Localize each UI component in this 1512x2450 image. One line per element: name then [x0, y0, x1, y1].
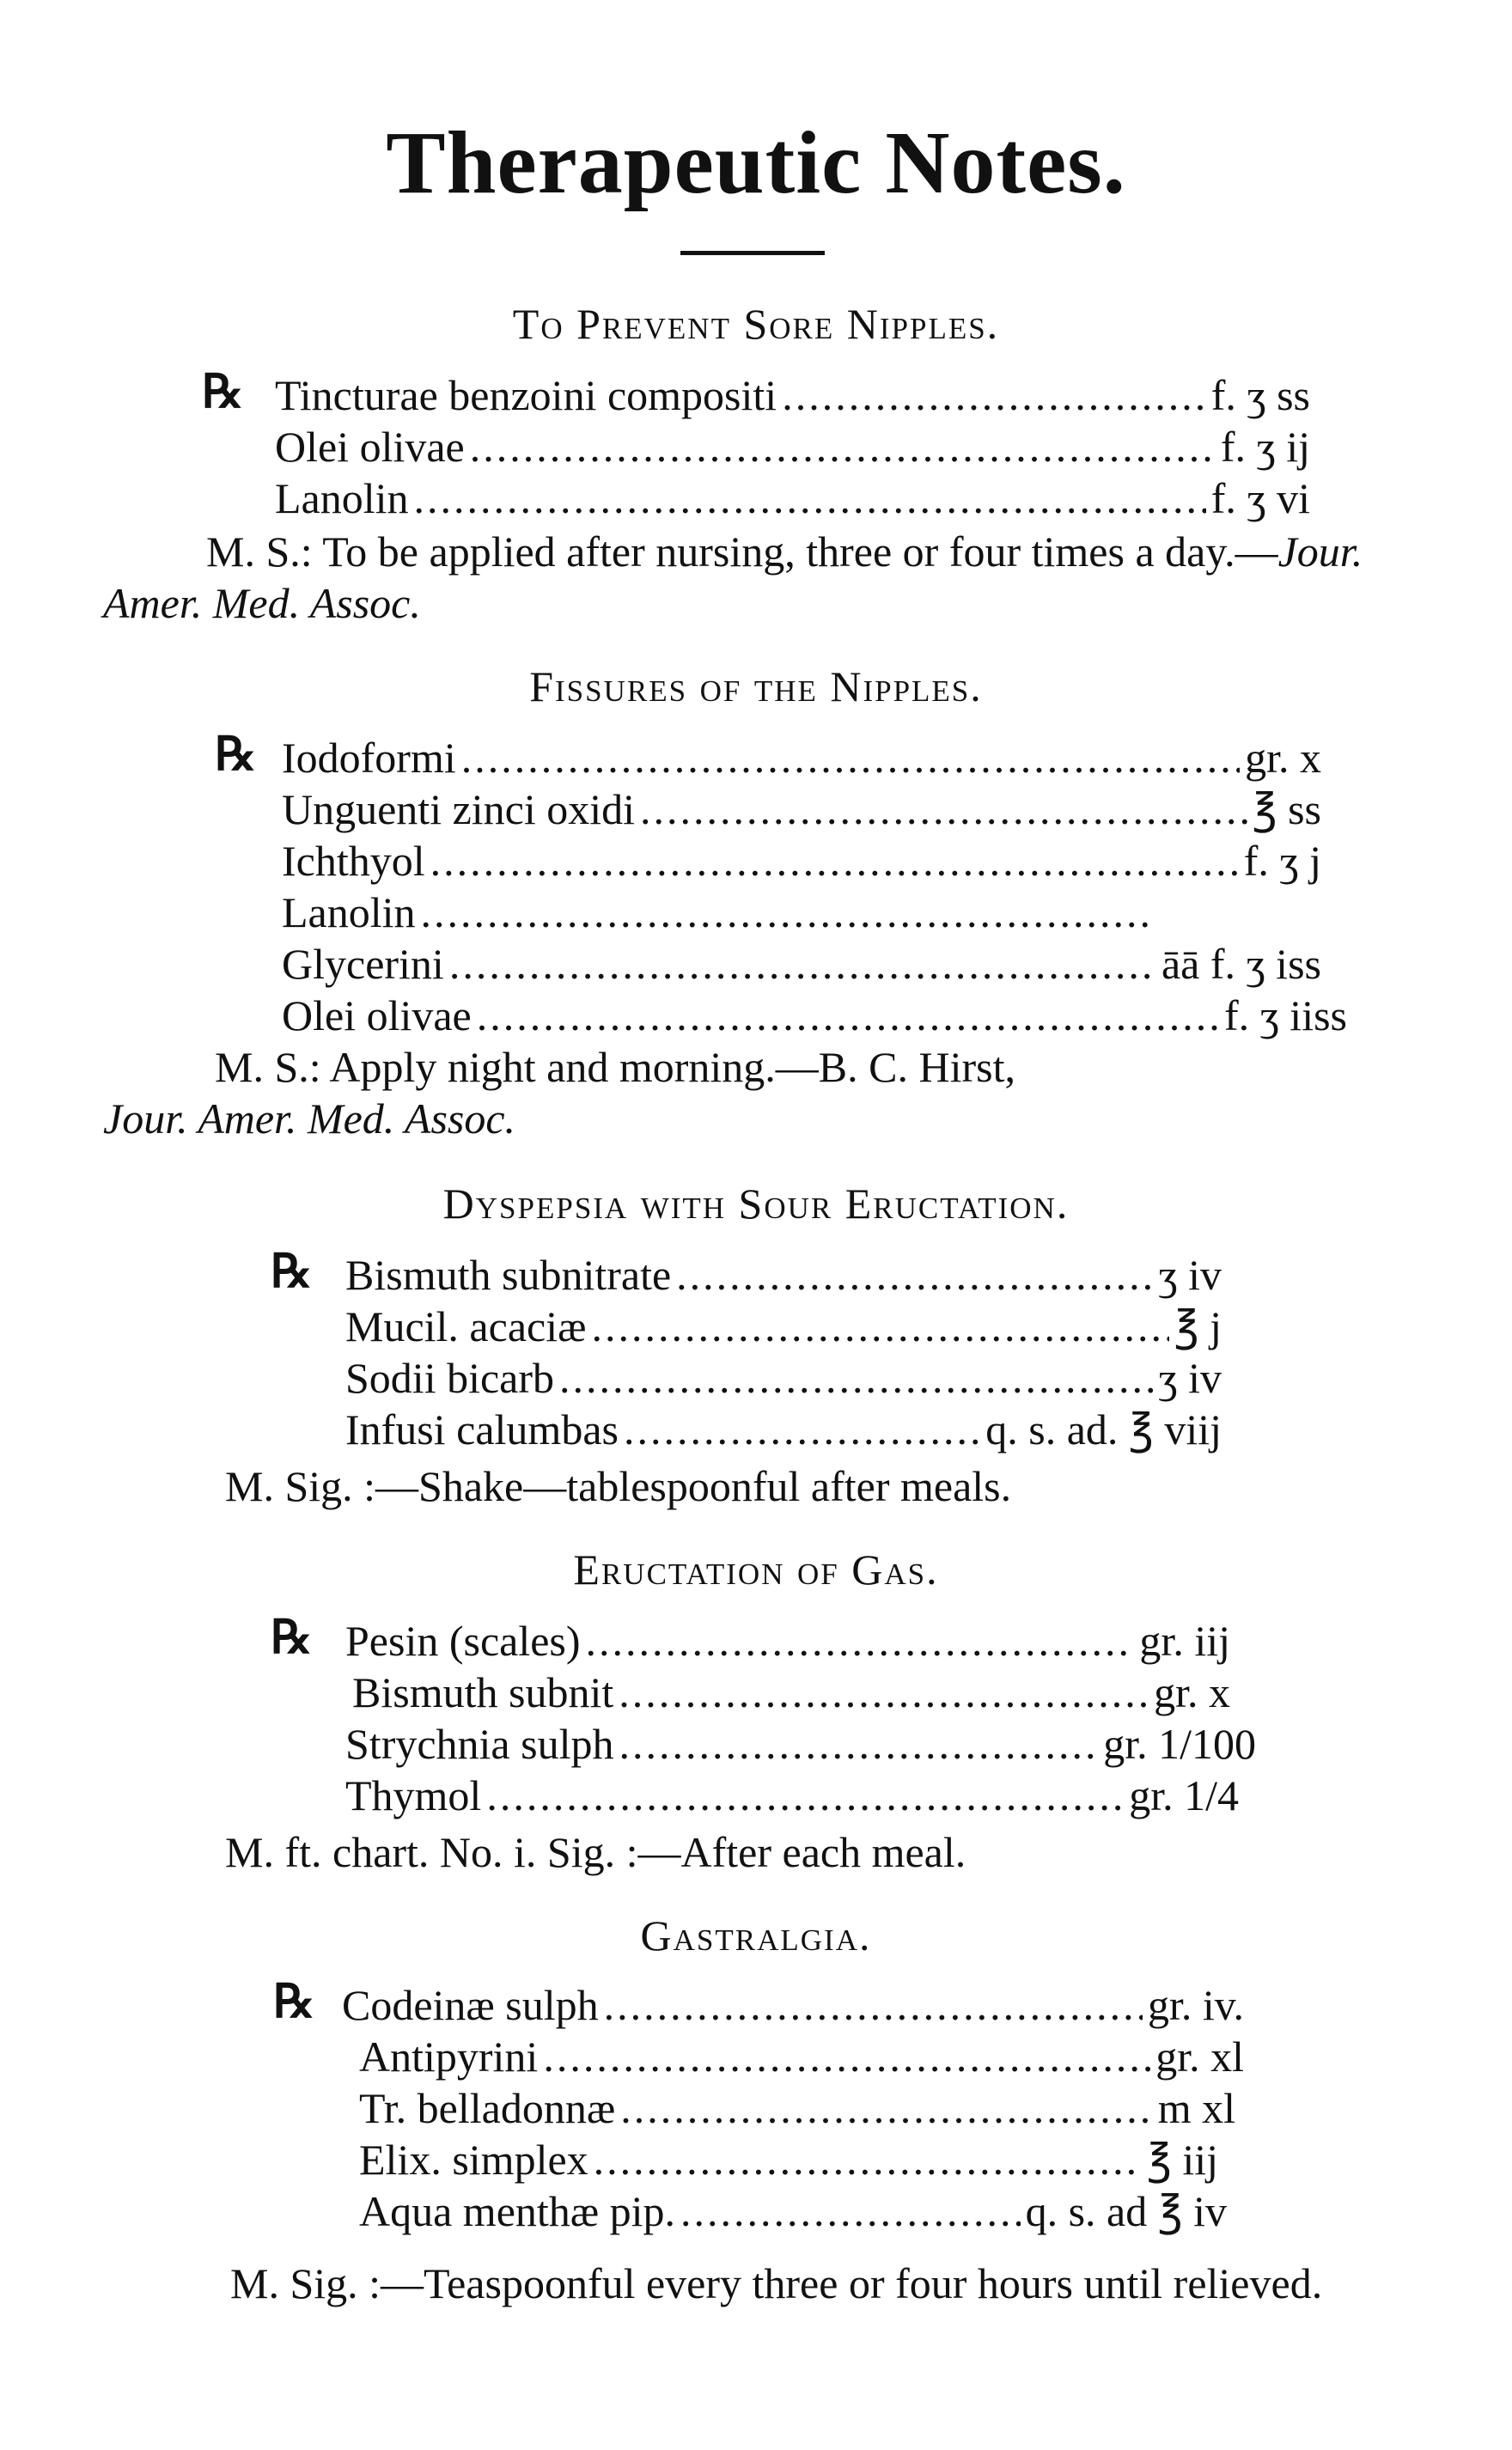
ingredient-line [345, 1770, 1239, 1821]
ingredient-line [345, 1404, 1222, 1455]
ingredient-name: Pesin (scales) [345, 1617, 581, 1665]
ingredient-dose: gr. iv. [1147, 1981, 1244, 2029]
instructions-text: M. Sig. :—Teaspoonful every three or four hours until relieved. [230, 2259, 1323, 2307]
ingredient-name: Unguenti zinci oxidi [282, 785, 636, 833]
ingredient-name: Mucil. acaciæ [345, 1302, 587, 1350]
title-rule [680, 251, 825, 255]
leader-dots [486, 1770, 1124, 1821]
ingredient-name: Strychnia sulph [345, 1720, 614, 1768]
instructions [103, 1041, 1271, 1144]
leader-dots [620, 2082, 1153, 2134]
ingredient-line [345, 1615, 1230, 1667]
ingredient-line [275, 369, 1310, 421]
rx-symbol: ℞ [271, 1246, 313, 1297]
leader-dots [559, 1352, 1153, 1404]
leader-dots [594, 2134, 1142, 2185]
ingredient-name: Sodii bicarb [345, 1354, 555, 1402]
ingredient-dose: ℥ iij [1146, 2136, 1218, 2184]
ingredient-dose: f. ʒ vi [1210, 474, 1310, 522]
ingredient-line [359, 2082, 1235, 2134]
ingredient-dose: ℥ ss [1252, 785, 1321, 833]
ingredient-dose: gr. 1/100 [1103, 1720, 1256, 1768]
ingredient-line [359, 2185, 1227, 2237]
leader-dots [543, 2031, 1150, 2082]
ingredient-name: Antipyrini [359, 2033, 539, 2081]
ingredient-line [359, 2031, 1244, 2082]
ingredient-dose: gr. x [1245, 734, 1321, 782]
ingredient-name: Lanolin [275, 474, 409, 522]
ingredient-line [282, 732, 1321, 783]
ingredient-name: Lanolin [282, 888, 416, 936]
ingredient-dose: m xl [1157, 2084, 1235, 2132]
ingredient-line [282, 990, 1347, 1041]
ingredient-name: Bismuth subnitrate [345, 1251, 672, 1299]
leader-dots [470, 421, 1216, 472]
leader-dots [604, 1979, 1143, 2031]
ingredient-dose: ʒ iv [1158, 1251, 1222, 1299]
leader-dots [624, 1404, 980, 1455]
leader-dots [591, 1301, 1168, 1352]
leader-dots [782, 369, 1206, 421]
leader-dots [619, 1718, 1098, 1770]
section-heading-dyspepsia: Dyspepsia with Sour Eructation. [442, 1179, 1070, 1228]
rx-symbol: ℞ [273, 1976, 315, 2027]
leader-dots [640, 783, 1247, 835]
ingredient-line [345, 1301, 1222, 1352]
ingredient-line [345, 1718, 1256, 1770]
ingredient-dose: f. ʒ ij [1220, 423, 1310, 471]
ingredient-name: Ichthyol [282, 837, 425, 885]
ingredient-name: Infusi calumbas [345, 1405, 619, 1454]
ingredient-dose: q. s. ad. ℥ viij [985, 1405, 1222, 1454]
section-heading-gastralgia: Gastralgia. [640, 1911, 872, 1959]
ingredient-name: Tincturae benzoini compositi [275, 371, 777, 419]
ingredient-dose: gr. 1/4 [1129, 1771, 1239, 1819]
ingredient-dose: f. ʒ ss [1210, 371, 1310, 419]
ingredient-name: Glycerini [282, 940, 444, 988]
leader-dots [421, 887, 1153, 938]
instructions-text: M. S.: Apply night and morning.—B. C. Hirst, [215, 1043, 1016, 1091]
ingredient-dose: ℥ j [1174, 1302, 1222, 1350]
ingredient-line [282, 938, 1321, 990]
ingredient-name: Bismuth subnit [352, 1668, 614, 1716]
instructions [225, 1826, 1342, 1878]
ingredient-line [282, 887, 1158, 938]
ingredient-name: Elix. simplex [359, 2136, 588, 2184]
leader-dots [449, 938, 1156, 990]
instructions-text: M. Sig. :—Shake—tablespoonful after meals. [225, 1462, 1012, 1510]
ingredient-line [352, 1667, 1230, 1718]
ingredient-dose: q. s. ad ℥ iv [1025, 2187, 1227, 2235]
ingredient-line [359, 2134, 1218, 2185]
leader-dots [477, 990, 1219, 1041]
section-heading-eructation-gas: Eructation of Gas. [573, 1545, 939, 1594]
leader-dots [586, 1615, 1135, 1667]
ingredient-line [345, 1249, 1222, 1301]
leader-dots [430, 835, 1239, 887]
instructions [127, 2258, 1424, 2309]
ingredient-name: Aqua menthæ pip. [359, 2187, 676, 2235]
rx-symbol: ℞ [271, 1612, 313, 1663]
leader-dots [461, 732, 1240, 783]
ingredient-name: Tr. belladonnæ [359, 2084, 616, 2132]
ingredient-name: Iodoformi [282, 734, 456, 782]
ingredient-name: Olei olivae [282, 991, 472, 1039]
ingredient-dose: f. ʒ iiss [1223, 991, 1347, 1039]
leader-dots [619, 1667, 1149, 1718]
ingredient-name: Codeinæ sulph [342, 1981, 599, 2029]
ingredient-name: Olei olivae [275, 423, 465, 471]
section-heading-sore-nipples: To Prevent Sore Nipples. [512, 300, 1000, 348]
leader-dots [680, 2185, 1021, 2237]
ingredient-line [282, 783, 1321, 835]
leader-dots [676, 1249, 1153, 1301]
source-citation: Jour. Amer. Med. Assoc. [103, 527, 1363, 627]
ingredient-dose: gr. iij [1139, 1617, 1230, 1665]
instructions-text: M. S.: To be applied after nursing, three or four times a day.— [206, 527, 1278, 576]
page-title: Therapeutic Notes. [386, 113, 1126, 212]
ingredient-dose: gr. xl [1155, 2033, 1244, 2081]
ingredient-line [342, 1979, 1244, 2031]
ingredient-line [282, 835, 1321, 887]
instructions [225, 1460, 1342, 1512]
ingredient-line [275, 472, 1310, 524]
ingredient-name: Thymol [345, 1771, 482, 1819]
leader-dots [414, 472, 1206, 524]
section-heading-fissures: Fissures of the Nipples. [529, 662, 983, 710]
instructions-text: M. ft. chart. No. i. Sig. :—After each meal. [225, 1828, 966, 1876]
ingredient-dose: f. ʒ j [1243, 837, 1321, 885]
source-citation: Jour. Amer. Med. Assoc. [103, 1094, 516, 1143]
instructions [103, 526, 1418, 629]
rx-symbol: ℞ [202, 366, 244, 417]
ingredient-dose: āā f. ʒ iss [1161, 940, 1321, 988]
ingredient-line [345, 1352, 1222, 1404]
ingredient-dose: gr. x [1154, 1668, 1230, 1716]
ingredient-line [275, 421, 1310, 472]
ingredient-dose: ʒ iv [1158, 1354, 1222, 1402]
rx-symbol: ℞ [215, 728, 257, 780]
